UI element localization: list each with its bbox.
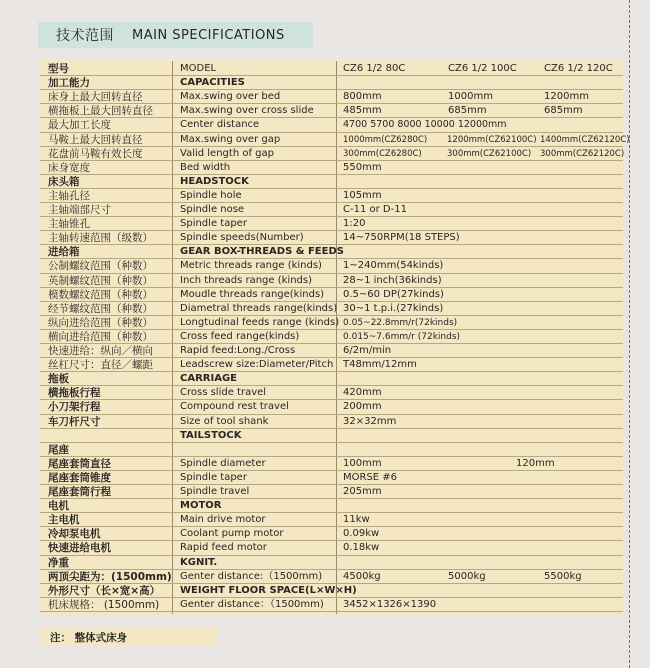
spec-value: 1400mm(CZ62120C) bbox=[540, 134, 630, 145]
spec-label-en: Compound rest travel bbox=[180, 401, 289, 413]
spec-label-en: Spindle taper bbox=[180, 218, 247, 230]
spec-label-cn: 快速进给电机 bbox=[48, 542, 111, 555]
spec-label-cn: 横拖板行程 bbox=[48, 387, 101, 400]
spec-label-en: Cross feed range(kinds) bbox=[180, 330, 300, 342]
spec-label-en: Spindle hole bbox=[180, 189, 242, 201]
spec-row bbox=[40, 203, 623, 217]
spec-label-en: Center distance bbox=[180, 119, 260, 131]
spec-value: MORSE #6 bbox=[343, 471, 398, 483]
spec-label-en: MOTOR bbox=[180, 500, 222, 512]
spec-label-en: Inch threads range (kinds) bbox=[180, 274, 312, 286]
spec-label-cn: 主电机 bbox=[48, 514, 80, 527]
spec-value: 1200mm(CZ62100C) bbox=[447, 134, 537, 145]
spec-row bbox=[40, 457, 623, 471]
spec-label-en: Max.swing over gap bbox=[180, 133, 281, 145]
spec-row bbox=[40, 471, 623, 485]
spec-label-cn: 模数螺纹范围（种数） bbox=[48, 288, 153, 301]
spec-label-en: Spindle travel bbox=[180, 486, 250, 497]
spec-label-en: Max.swing over cross slide bbox=[180, 105, 314, 117]
spec-label-en: Size of tool shank bbox=[180, 415, 269, 427]
spec-value: CZ6 1/2 120C bbox=[544, 63, 613, 74]
spec-row bbox=[40, 231, 623, 245]
spec-label-en: Leadscrew size:Diameter/Pitch bbox=[180, 359, 334, 371]
spec-label-cn: 花盘前马鞍有效长度 bbox=[48, 147, 143, 160]
spec-label-cn: 主轴转速范围（级数） bbox=[48, 232, 153, 245]
spec-label-en: Longtudinal feeds range (kinds) bbox=[180, 316, 340, 328]
spec-label-en: TAILSTOCK bbox=[180, 429, 242, 441]
header-title-en: MAIN SPECIFICATIONS bbox=[132, 27, 285, 43]
spec-value: 420mm bbox=[343, 387, 382, 399]
spec-label-en: Metric threads range (kinds) bbox=[180, 260, 322, 272]
spec-label-en: Rapid feed motor bbox=[180, 542, 267, 554]
spec-row bbox=[40, 274, 623, 288]
spec-value: 3452×1326×1390 bbox=[343, 598, 437, 610]
spec-value: 1200mm bbox=[544, 91, 589, 103]
spec-value: 11kw bbox=[343, 514, 370, 526]
spec-label-cn: 横向进给范围（种数） bbox=[48, 330, 153, 343]
spec-row bbox=[40, 118, 623, 132]
spec-label-cn: 尾座套筒锥度 bbox=[48, 471, 111, 484]
page-edge-dash-line bbox=[629, 0, 630, 668]
spec-label-en: CARRIAGE bbox=[180, 373, 237, 385]
spec-label-cn: 主轴锥孔 bbox=[48, 218, 90, 231]
spec-value: 0.05~22.8mm/r(72kinds) bbox=[343, 317, 458, 328]
spec-value: 550mm bbox=[343, 161, 382, 173]
spec-value: 14~750RPM(18 STEPS) bbox=[343, 232, 460, 244]
spec-value: 28~1 inch(36kinds) bbox=[343, 274, 442, 286]
spec-row bbox=[40, 147, 623, 161]
spec-value: 1~240mm(54kinds) bbox=[343, 260, 444, 272]
spec-value: 5500kg bbox=[544, 570, 582, 582]
spec-value: 0.09kw bbox=[343, 528, 380, 540]
spec-label-en: Cross slide travel bbox=[180, 387, 267, 399]
spec-label-cn: 经节螺纹范围（种数） bbox=[48, 302, 153, 315]
spec-label-en: Coolant pump motor bbox=[180, 528, 284, 540]
spec-label-cn: 净重 bbox=[48, 556, 69, 569]
spec-row bbox=[40, 288, 623, 302]
spec-row bbox=[40, 175, 623, 189]
spec-label-cn: 两顶尖距为：(1500mm) bbox=[48, 570, 172, 583]
spec-value: 0.18kw bbox=[343, 542, 380, 554]
spec-label-cn: 英制螺纹范围（种数） bbox=[48, 274, 153, 287]
spec-value: 105mm bbox=[343, 189, 382, 201]
spec-label-en: Max.swing over bed bbox=[180, 91, 281, 103]
spec-row bbox=[40, 316, 623, 330]
spec-label-cn: 型号 bbox=[48, 63, 69, 75]
spec-row bbox=[40, 400, 623, 414]
row-rule bbox=[40, 611, 623, 612]
spec-row bbox=[40, 598, 623, 612]
spec-value: 6/2m/min bbox=[343, 345, 392, 356]
spec-value: 685mm bbox=[448, 105, 487, 117]
footnote: 注： 整体式床身 bbox=[40, 628, 218, 646]
spec-row bbox=[40, 513, 623, 527]
spec-row bbox=[40, 302, 623, 316]
spec-value: 0.015~7.6mm/r (72kinds) bbox=[343, 331, 461, 342]
header-title-cn: 技术范围 bbox=[56, 28, 114, 44]
spec-label-en: Moudle threads range(kinds) bbox=[180, 288, 325, 300]
spec-value: 685mm bbox=[544, 105, 583, 117]
spec-label-cn: 进给箱 bbox=[48, 246, 80, 259]
spec-label-cn: 冷却泵电机 bbox=[48, 528, 101, 541]
spec-value: T48mm/12mm bbox=[343, 359, 417, 371]
spec-value: C-11 or D-11 bbox=[343, 204, 407, 215]
spec-value: 1:20 bbox=[343, 218, 366, 230]
spec-value: 485mm bbox=[343, 105, 382, 117]
spec-value: 300mm(CZ62120C) bbox=[540, 148, 625, 159]
spec-label-cn: 加工能力 bbox=[48, 77, 90, 90]
spec-label-cn: 横拖板上最大回转直径 bbox=[48, 105, 153, 118]
spec-label-cn: 小刀架行程 bbox=[48, 401, 101, 414]
spec-row bbox=[40, 90, 623, 104]
spec-label-en: KGNIT. bbox=[180, 556, 218, 568]
spec-value: 30~1 t.p.i.(27kinds) bbox=[343, 302, 444, 314]
spec-label-cn: 马鞍上最大回转直径 bbox=[48, 133, 143, 146]
spec-label-en: GEAR BOX-THREADS & FEEDS bbox=[180, 246, 344, 258]
spec-row bbox=[40, 104, 623, 118]
spec-row bbox=[40, 259, 623, 273]
spec-label-cn: 快速进给：纵向／横向 bbox=[48, 345, 153, 357]
spec-label-en: Spindle diameter bbox=[180, 457, 266, 469]
section-header bbox=[38, 22, 313, 48]
spec-row bbox=[40, 499, 623, 513]
spec-row bbox=[40, 76, 623, 90]
spec-label-cn: 公制螺纹范围（种数） bbox=[48, 260, 153, 273]
spec-value: 205mm bbox=[343, 486, 382, 497]
spec-row bbox=[40, 62, 623, 76]
spec-row bbox=[40, 344, 623, 358]
spec-row bbox=[40, 443, 623, 457]
spec-value: 4700 5700 8000 10000 12000mm bbox=[343, 119, 507, 131]
spec-label-cn: 机床规格： (1500mm) bbox=[48, 598, 160, 611]
spec-value: 32×32mm bbox=[343, 415, 397, 427]
spec-row bbox=[40, 415, 623, 429]
spec-row bbox=[40, 541, 623, 555]
spec-value: CZ6 1/2 100C bbox=[448, 63, 517, 74]
spec-label-en: Diametral threads range(kinds) bbox=[180, 302, 338, 314]
spec-label-en: Spindle taper bbox=[180, 471, 247, 483]
spec-label-cn: 主轴端部尺寸 bbox=[48, 204, 111, 216]
spec-row bbox=[40, 330, 623, 344]
spec-label-cn: 床身宽度 bbox=[48, 161, 90, 174]
spec-value: 4500kg bbox=[343, 570, 381, 582]
spec-label-cn: 尾座套筒直径 bbox=[48, 457, 111, 470]
spec-label-cn: 丝杠尺寸：直径／螺距 bbox=[48, 359, 153, 372]
spec-row bbox=[40, 556, 623, 570]
spec-row bbox=[40, 189, 623, 203]
spec-label-cn: 电机 bbox=[48, 500, 69, 513]
spec-table bbox=[40, 59, 630, 615]
spec-row bbox=[40, 485, 623, 499]
spec-row bbox=[40, 161, 623, 175]
spec-label-cn: 床身上最大回转直径 bbox=[48, 91, 143, 104]
spec-label-en: Valid length of gap bbox=[180, 147, 274, 159]
spec-label-en: Spindle speeds(Number) bbox=[180, 232, 304, 244]
spec-label-en: WEIGHT FLOOR SPACE(L×W×H) bbox=[180, 584, 357, 596]
spec-value: 0.5~60 DP(27kinds) bbox=[343, 288, 444, 300]
spec-row bbox=[40, 527, 623, 541]
spec-value: 1000mm bbox=[448, 91, 493, 103]
spec-label-cn: 床头箱 bbox=[48, 175, 80, 188]
spec-row bbox=[40, 386, 623, 400]
spec-value: 300mm(CZ62100C) bbox=[447, 148, 532, 159]
spec-row bbox=[40, 570, 623, 584]
spec-label-en: Rapid feed:Long./Cross bbox=[180, 345, 296, 356]
spec-label-en: MODEL bbox=[180, 63, 217, 74]
spec-value: CZ6 1/2 80C bbox=[343, 63, 406, 74]
spec-row bbox=[40, 429, 623, 443]
spec-row bbox=[40, 584, 623, 598]
spec-value: 800mm bbox=[343, 91, 382, 103]
spec-label-cn: 最大加工长度 bbox=[48, 119, 111, 132]
spec-label-cn: 主轴孔径 bbox=[48, 189, 90, 202]
spec-value: 5000kg bbox=[448, 570, 486, 582]
spec-value: 120mm bbox=[516, 457, 555, 469]
spec-label-cn: 拖板 bbox=[48, 373, 69, 386]
spec-value: 200mm bbox=[343, 401, 382, 413]
spec-row bbox=[40, 217, 623, 231]
spec-label-en: Bed width bbox=[180, 161, 231, 173]
spec-label-cn: 外形尺寸（长×宽×高） bbox=[48, 584, 161, 597]
spec-label-cn: 纵向进给范围（种数） bbox=[48, 316, 153, 329]
spec-value: 100mm bbox=[343, 457, 382, 469]
spec-label-en: CAPACITIES bbox=[180, 77, 245, 89]
spec-label-en: Main drive motor bbox=[180, 514, 266, 526]
spec-label-cn: 尾座 bbox=[48, 443, 69, 456]
spec-label-en: Genter distance：（1500mm) bbox=[180, 598, 324, 610]
spec-label-cn: 尾座套筒行程 bbox=[48, 486, 111, 498]
spec-label-cn: 车刀杆尺寸 bbox=[48, 415, 101, 428]
spec-row bbox=[40, 372, 623, 386]
spec-label-en: Spindle nose bbox=[180, 204, 245, 215]
spec-value: 1000mm(CZ6280C) bbox=[343, 134, 428, 145]
spec-row bbox=[40, 245, 623, 259]
spec-label-en: HEADSTOCK bbox=[180, 175, 249, 187]
spec-value: 300mm(CZ6280C) bbox=[343, 148, 422, 159]
spec-row bbox=[40, 133, 630, 147]
spec-label-en: Genter distance:（1500mm) bbox=[180, 570, 323, 582]
spec-row bbox=[40, 358, 623, 372]
